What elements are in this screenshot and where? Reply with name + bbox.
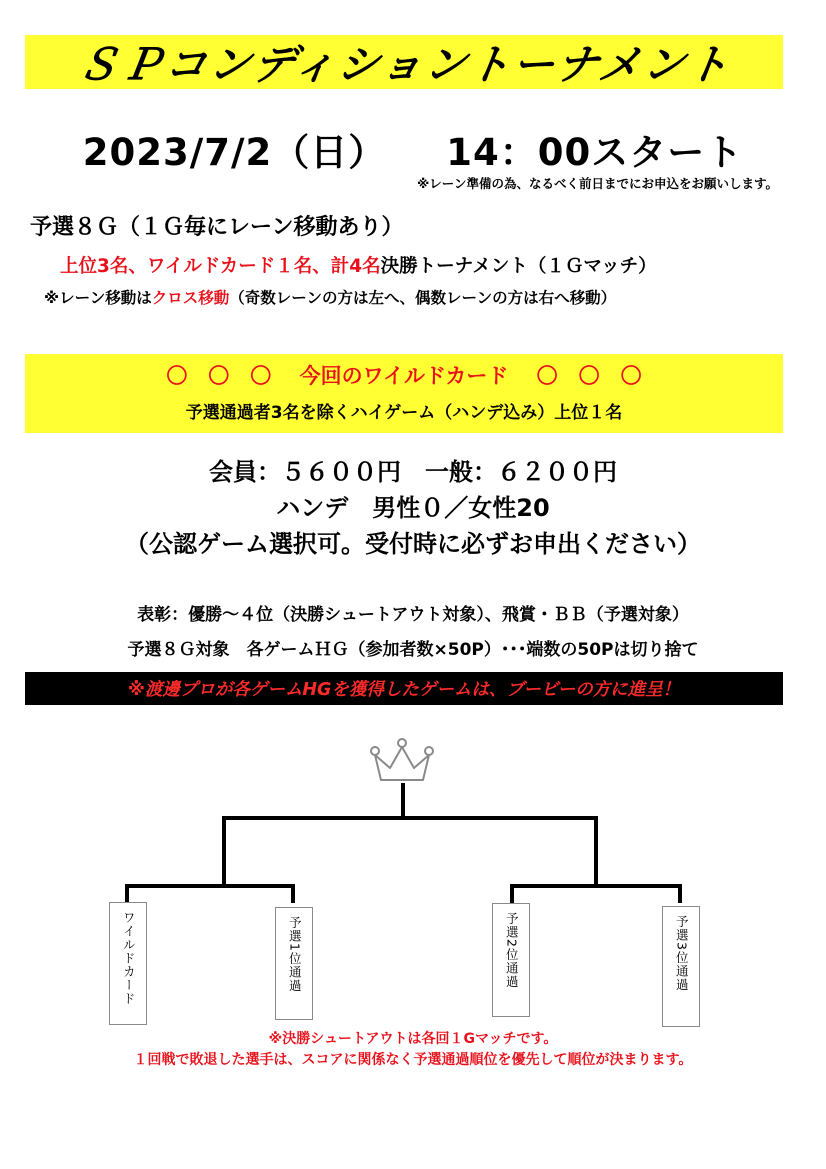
lane-move-prefix: ※レーン移動は [44,289,152,307]
lane-move-suffix: （奇数レーンの方は左へ、偶数レーンの方は右へ移動） [229,289,617,307]
bracket-lines [125,783,682,903]
notice-text: ※渡邊プロが各ゲームHGを獲得したゲームは、ブービーの方に進呈！ [127,680,681,700]
final-note-2: １回戦で敗退した選手は、スコアに関係なく予選通過順位を優先して順位が決まります。 [133,1052,693,1068]
advance-format: 決勝トーナメント（１Ｇマッチ） [380,256,657,277]
handicap-line: ハンデ 男性０／女性20 [276,494,550,522]
bracket-slot-label: 予選3位通過 [674,915,690,992]
event-start: 14：00スタート [446,131,744,174]
reservation-note: ※レーン準備の為、なるべく前日までにお申込をお願いします。 [417,176,778,191]
bracket-slot-qualifier-3 [662,906,700,1027]
bracket-slot-qualifier-2 [492,903,530,1017]
lane-move-cross: クロス移動 [151,289,230,307]
qualifier-line: 予選８Ｇ（１Ｇ毎にレーン移動あり） [30,215,404,240]
fee-line: 会員：５６００円 一般：６２００円 [209,458,617,486]
page-title: ＳＰコンディショントーナメント [73,40,735,89]
final-note-1: ※決勝シュートアウトは各回１Gマッチです。 [268,1031,558,1047]
wildcard-heading: 〇 〇 〇 今回のワイルドカード 〇 〇 〇 [166,364,642,388]
wildcard-description: 予選通過者3名を除くハイゲーム（ハンデ込み）上位１名 [185,403,623,423]
bracket-slot-wildcard [109,902,147,1025]
advance-count: 上位3名、ワイルドカード１名、計4名 [60,256,381,277]
crown-icon [371,739,433,780]
bracket-slot-label: ワイルドカード [121,911,137,1006]
bracket-slot-label: 予選2位通過 [504,912,520,989]
awards-line-2: 予選８Ｇ対象 各ゲームＨＧ（参加者数×50P）･･･端数の50Pは切り捨て [127,640,699,660]
certified-note: （公認ゲーム選択可。受付時に必ずお申出ください） [125,530,701,558]
event-date: 2023/7/2（日） [82,131,387,174]
bracket-slot-label: 予選1位通過 [287,916,303,993]
awards-line-1: 表彰：優勝～４位（決勝シュートアウト対象）、飛賞・ＢＢ（予選対象） [137,605,689,625]
bracket-slot-qualifier-1 [275,907,313,1020]
